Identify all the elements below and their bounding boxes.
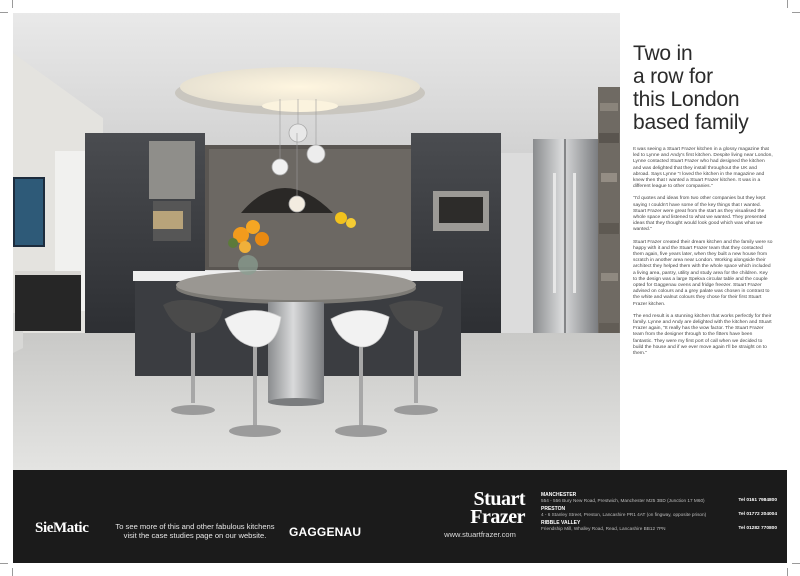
article-paragraph: Stuart Frazer created their dream kitchen and the family were so happy with it and the Stuart Frazer team that they contacted them again, five years later, when they built a new house from scratch in another area near London. Working alongside their architect they helped them with the whole space which included a living area, pantry, utility and study area for the children. Key to the design was a large Spekva circular table and the couple opted for Gaggenau ovens and fridge freezer. Stuart Frazer advised on colours and a grey palate was chosen in contrast to the white and walnut colours they chose for their first Stuart Frazer kitchen. (633, 239, 773, 307)
stuart-frazer-logo (433, 490, 525, 526)
crop-mark-top-left-h (0, 12, 8, 13)
crop-mark-top-right-h (792, 12, 800, 13)
location-phone: Tel 0161 7984800 (738, 498, 777, 503)
location-manchester (541, 492, 777, 503)
gaggenau-logo: GAGGENAU (289, 525, 362, 539)
logo-line: Frazer (470, 506, 525, 528)
crop-mark-bottom-right-h (792, 563, 800, 564)
headline-line: Two in (633, 42, 693, 65)
crop-mark-bottom-right-v (787, 568, 788, 576)
call-to-action (105, 522, 285, 540)
location-address: 4 - 6 Stanley Street, Preston, Lancashire PR1 4AT (on fingway, opposite prison) (541, 512, 707, 517)
logo-line: Stuart (473, 488, 525, 510)
location-preston (541, 506, 777, 517)
location-name: PRESTON (541, 506, 566, 512)
headline-line: based family (633, 111, 749, 134)
cta-line: visit the case studies page on our website. (123, 531, 267, 540)
article-paragraph: It was seeing a Stuart Frazer kitchen in a glossy magazine that led to Lynne and Andy's first kitchen. Despite living near London, Lynne contacted Stuart Frazer who had designed the kitchen and was delighted that they install throughout the UK and abroad. Says Lynne "I loved the kitchen in the magazine and knew then that I wanted a Stuart Frazer kitchen. It was in a different league to other companies." (633, 147, 773, 190)
location-name: MANCHESTER (541, 492, 577, 498)
crop-mark-bottom-left-v (12, 568, 13, 576)
crop-mark-top-left-v (12, 0, 13, 8)
location-phone: Tel 01772 204004 (738, 512, 777, 517)
footer-band (13, 470, 787, 563)
showroom-locations (541, 492, 777, 534)
kitchen-photo (13, 13, 620, 470)
location-name: RIBBLE VALLEY (541, 520, 581, 526)
article-headline (633, 42, 793, 134)
cta-line: To see more of this and other fabulous kitchens (115, 522, 275, 531)
crop-mark-bottom-left-h (0, 563, 8, 564)
article-paragraph: "I'd quotes and ideas from two other companies but they kept saying I couldn't have some of the key things that I wanted. Stuart Frazer were great from the start as they visualised the whole space and listened to what we wanted. They presented ideas that they thought would look good which was what we wanted." (633, 196, 767, 233)
article-paragraph: The end result is a stunning kitchen that works perfectly for their family. Lynne and Andy are delighted with the kitchen and Stuart Frazer again, "It really has the wow factor. The Stuart Frazer team from the designer through to the fitters have been fantastic. They were my first port of call when we decided to build the house and if we ever move again I'll be straight on to them." (633, 313, 772, 357)
headline-line: this London (633, 88, 740, 111)
website-link[interactable]: www.stuartfrazer.com (444, 530, 516, 539)
location-address: 554 - 556 Bury New Road, Prestwich, Manchester M25 3BD (Junction 17 M60) (541, 498, 705, 503)
article-body (633, 147, 773, 363)
location-address: Friendship Mill, Whalley Road, Read, Lancashire BB12 7PN (541, 526, 666, 531)
location-ribble-valley (541, 520, 777, 531)
siematic-logo: SieMatic (35, 520, 89, 536)
location-phone: Tel 01282 770800 (738, 526, 777, 531)
crop-mark-top-right-v (787, 0, 788, 8)
headline-line: a row for (633, 65, 713, 88)
